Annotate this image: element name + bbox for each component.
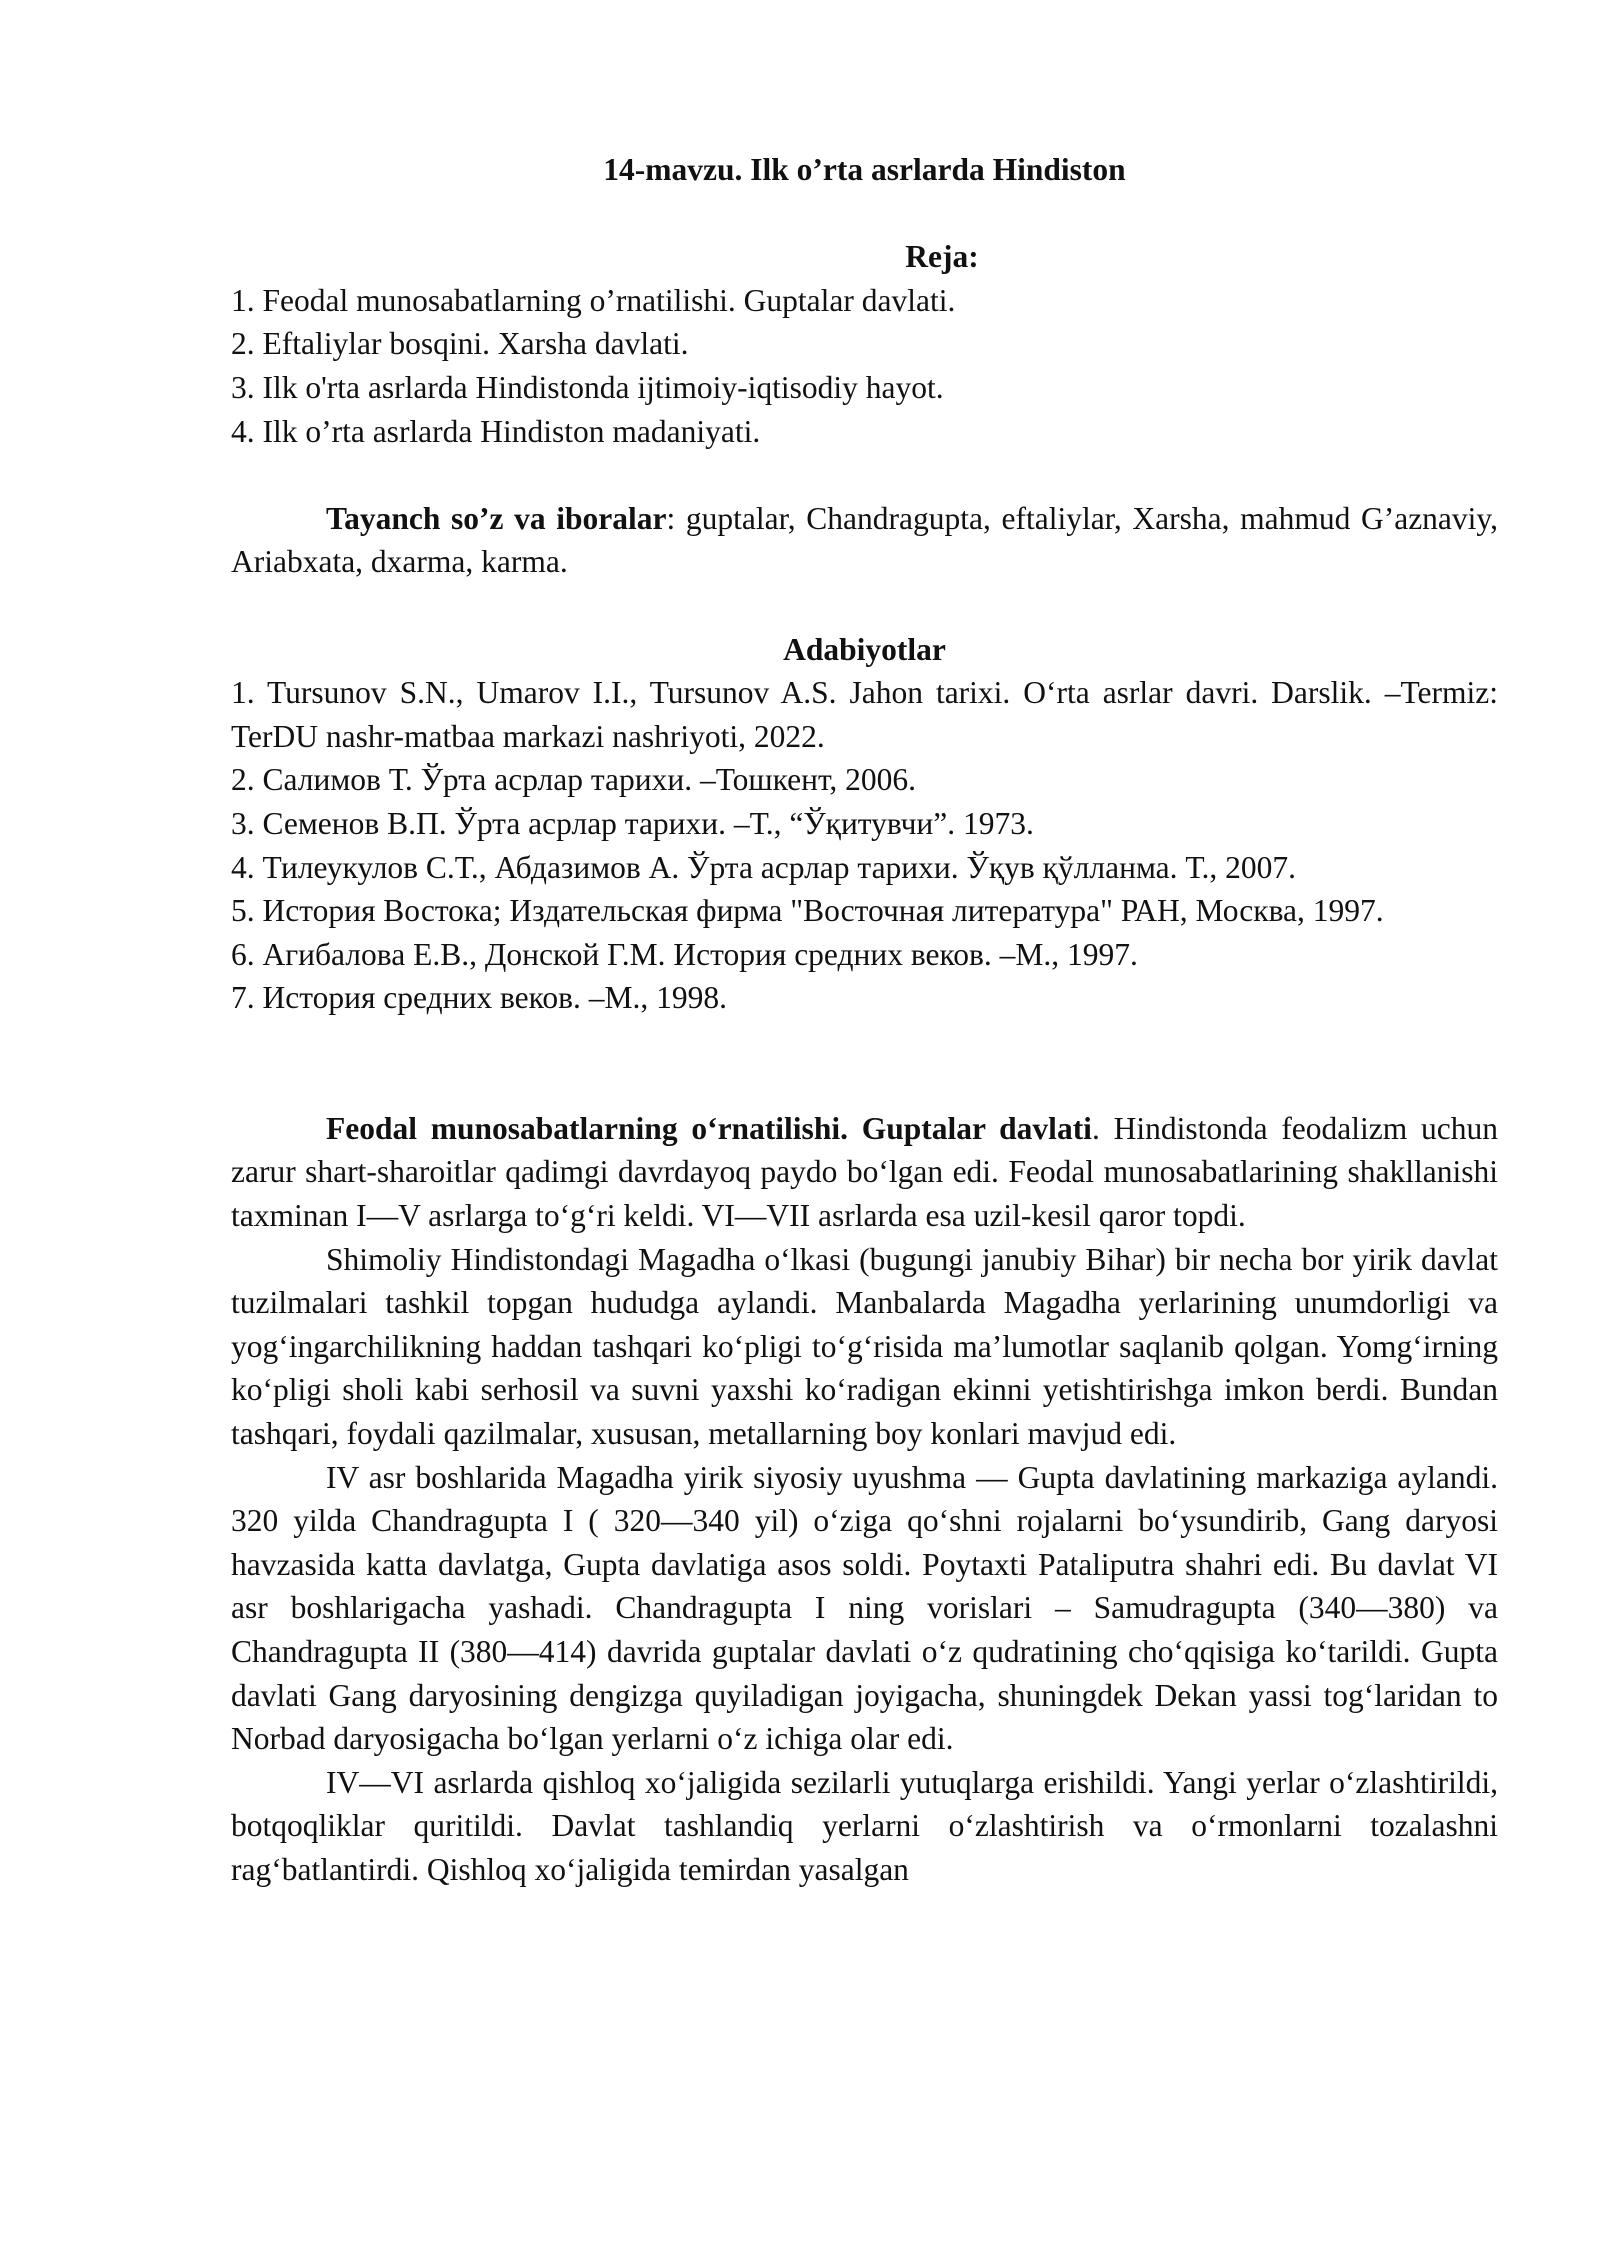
- plan-item: 2. Eftaliylar bosqini. Xarsha davlati.: [231, 326, 689, 362]
- plan-item: 1. Feodal munosabatlarning o’rnatilishi. Guptalar davlati.: [231, 282, 956, 318]
- reference-item: 4. Тилеукулов С.Т., Абдазимов А. Ўрта асрлар тарихи. Ўқув қўлланма. Т., 2007.: [231, 849, 1296, 885]
- reference-item: 6. Агибалова Е.В., Донской Г.М. История средних веков. –М., 1997.: [231, 936, 1138, 972]
- reference-item: 7. История средних веков. –М., 1998.: [231, 980, 727, 1016]
- keywords-label: Tayanch so’z va iboralar: [326, 500, 667, 536]
- body-paragraph: Shimoliy Hindistondagi Magadha o‘lkasi (bugungi janubiy Bihar) bir necha bor yirik davlat tuzilmalari tashkil topgan hududga aylandi. Manbalarda Magadha yerlarining unumdorligi va yog‘ingarchilikning haddan tashqari ko‘pligi to‘g‘risida ma’lumotlar saqlanib qolgan. Yomg‘irning ko‘pligi sholi kabi serhosil va suvni yaxshi ko‘radigan ekinni yetishtirishga imkon berdi. Bundan tashqari, foydali qazilmalar, xususan, metallarning boy konlari mavjud edi.: [231, 1241, 1498, 1452]
- references-list: [231, 671, 1498, 1020]
- reference-item: 3. Семенов В.П. Ўрта асрлар тарихи. –Т., “Ўқитувчи”. 1973.: [231, 805, 1034, 841]
- body-paragraph: IV asr boshlarida Magadha yirik siyosiy uyushma — Gupta davlatining markaziga aylandi. 320 yilda Chandragupta I ( 320—340 yil) o‘ziga qo‘shni rojalarni bo‘ysundirib, Gang daryosi havzasida katta davlatga, Gupta davlatiga asos soldi. Poytaxti Pataliputra shahri edi. Bu davlat VI asr boshlarigacha yashadi. Chandragupta I ning vorislari – Samudragupta (340—380) va Chandragupta II (380—414) davrida guptalar davlati o‘z qudratining cho‘qqisiga ko‘tarildi. Gupta davlati Gang daryosining dengizga quyiladigan joyigacha, shuningdek Dekan yassi tog‘laridan to Norbad daryosigacha bo‘lgan yerlarni o‘z ichiga olar edi.: [231, 1459, 1498, 1757]
- plan-item: 4. Ilk o’rta asrlarda Hindiston madaniyati.: [231, 413, 761, 449]
- plan-list: [231, 279, 1498, 453]
- body-paragraph: IV—VI asrlarda qishloq xo‘jaligida sezilarli yutuqlarga erishildi. Yangi yerlar o‘zlashtirildi, botqoqliklar quritildi. Davlat tashlandiq yerlarni o‘zlashtirish va o‘rmonlarni tozalashni rag‘batlantirdi. Qishloq xo‘jaligida temirdan yasalgan: [231, 1764, 1498, 1887]
- section-heading: Feodal munosabatlarning o‘rnatilishi. Guptalar davlati: [326, 1110, 1092, 1146]
- document-title: 14-mavzu. Ilk o’rta asrlarda Hindiston: [603, 152, 1126, 187]
- body-paragraph: [231, 1107, 1498, 1238]
- plan-heading: Reja:: [905, 239, 979, 275]
- references-heading: Adabiyotlar: [783, 631, 946, 667]
- reference-item: 1. Tursunov S.N., Umarov I.I., Tursunov A.S. Jahon tarixi. O‘rta asrlar davri. Darslik. –Termiz: TerDU nashr-matbaa markazi nashriyoti, 2022.: [231, 675, 1498, 754]
- plan-item: 3. Ilk o'rta asrlarda Hindistonda ijtimoiy-iqtisodiy hayot.: [231, 369, 944, 405]
- reference-item: 5. История Востока; Издательская фирма "Восточная литература" РАН, Москва, 1997.: [231, 893, 1384, 929]
- keywords-text: : guptalar, Chandragupta, eftaliylar, Xarsha, mahmud G’aznaviy, Ariabxata, dxarma, karma.: [231, 500, 1498, 580]
- section-heading-tail: . Hindistonda feodalizm uchun zarur shart-sharoitlar qadimgi davrdayoq paydo bo‘lgan edi. Feodal munosabatlarining shakllanishi taxminan I—V asrlarga to‘g‘ri keldi. VI—VII asrlarda esa uzil-kesil qaror topdi.: [231, 1110, 1498, 1234]
- body-section: [231, 1107, 1498, 1892]
- reference-item: 2. Салимов Т. Ўрта асрлар тарихи. –Тошкент, 2006.: [231, 762, 916, 798]
- keywords-paragraph: [231, 497, 1498, 584]
